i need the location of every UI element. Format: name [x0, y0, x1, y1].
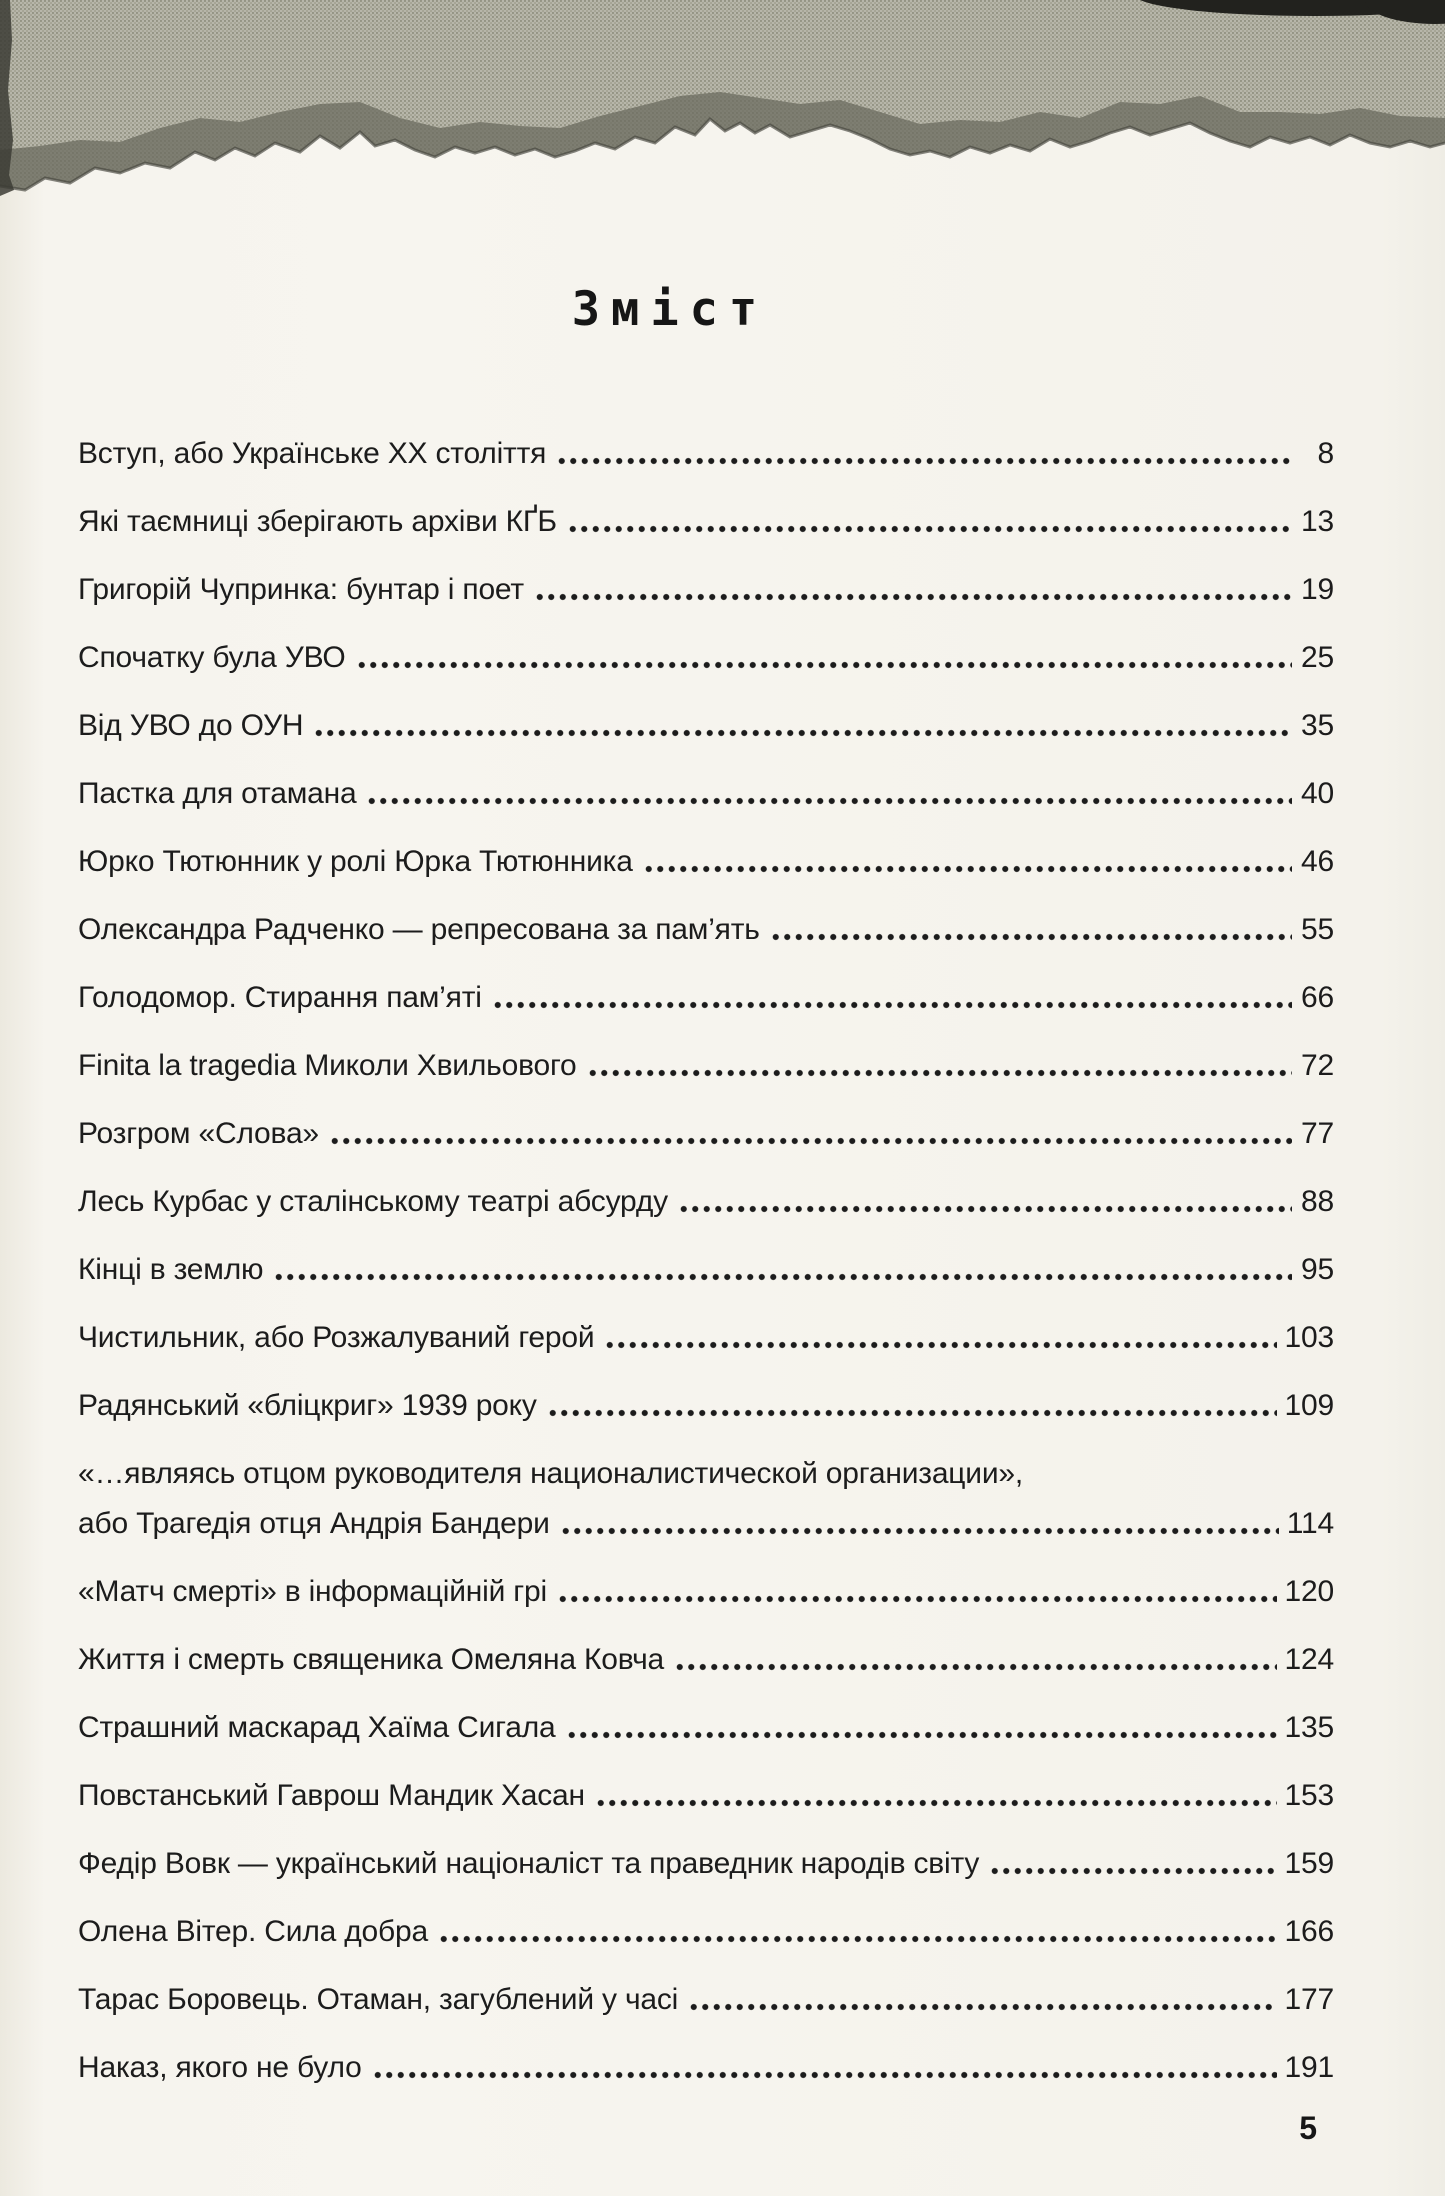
dot-leader — [329, 1137, 1292, 1145]
toc-entry-page: 191 — [1284, 2051, 1334, 2084]
toc-entry-page: 35 — [1301, 709, 1334, 742]
page-title: Зміст — [571, 282, 769, 337]
dot-leader — [587, 1069, 1292, 1077]
dot-leader — [366, 797, 1292, 805]
toc-entry-main — [78, 710, 1334, 742]
toc-entry-label: Григорій Чупринка: бунтар і поет — [78, 573, 524, 606]
table-of-contents — [78, 438, 1334, 2120]
dot-leader — [534, 593, 1292, 601]
toc-entry-label: Кінці в землю — [78, 1253, 264, 1286]
dot-leader — [688, 2003, 1276, 2011]
toc-entry-page: 135 — [1284, 1711, 1334, 1744]
toc-entry-page: 77 — [1301, 1117, 1334, 1150]
dot-leader — [770, 933, 1292, 941]
toc-entry — [78, 710, 1334, 742]
toc-entry — [78, 1644, 1334, 1676]
toc-entry-label: Лесь Курбас у сталінському театрі абсурду — [78, 1185, 668, 1218]
toc-entry — [78, 1848, 1334, 1880]
toc-entry-main — [78, 1644, 1334, 1676]
toc-entry-main — [78, 2052, 1334, 2084]
toc-entry-main — [78, 1848, 1334, 1880]
torn-paper-edge-graphic — [0, 0, 1445, 215]
toc-entry-main — [78, 982, 1334, 1014]
dot-leader — [560, 1527, 1279, 1535]
toc-entry-page: 166 — [1284, 1915, 1334, 1948]
toc-entry-label: Страшний маскарад Хаїма Сигала — [78, 1711, 556, 1744]
toc-entry — [78, 1050, 1334, 1082]
toc-entry — [78, 438, 1334, 470]
toc-entry-label: Від УВО до ОУН — [78, 709, 304, 742]
toc-entry-label: Федір Вовк — український націоналіст та праведник народів світу — [78, 1847, 980, 1880]
toc-entry-label: Наказ, якого не було — [78, 2051, 362, 2084]
toc-entry-main — [78, 1576, 1334, 1608]
toc-entry — [78, 574, 1334, 606]
toc-entry-main — [78, 1984, 1334, 2016]
dot-leader — [567, 525, 1292, 533]
toc-entry-main — [78, 438, 1334, 470]
toc-entry — [78, 778, 1334, 810]
toc-entry-main — [78, 574, 1334, 606]
toc-entry-page: 8 — [1317, 437, 1334, 470]
toc-entry-page: 109 — [1284, 1389, 1334, 1422]
toc-entry-label: або Трагедія отця Андрія Бандери — [78, 1507, 550, 1540]
toc-entry — [78, 506, 1334, 538]
toc-entry — [78, 982, 1334, 1014]
toc-entry-label: Життя і смерть священика Омеляна Ковча — [78, 1643, 665, 1676]
dot-leader — [595, 1799, 1277, 1807]
dot-leader — [438, 1935, 1277, 1943]
dot-leader — [604, 1341, 1276, 1349]
toc-entry-page: 25 — [1301, 641, 1334, 674]
toc-entry-page: 177 — [1284, 1983, 1334, 2016]
toc-entry-label: Олена Вітер. Сила добра — [78, 1915, 428, 1948]
toc-entry-page: 40 — [1301, 777, 1334, 810]
page-number: 5 — [1299, 2110, 1317, 2146]
toc-entry-main — [78, 846, 1334, 878]
toc-entry-label: Повстанський Гаврош Мандик Хасан — [78, 1779, 585, 1812]
toc-entry-label-line1: «…являясь отцом руководителя националистической организации», — [78, 1457, 1024, 1490]
toc-entry-main — [78, 1050, 1334, 1082]
dot-leader — [492, 1001, 1292, 1009]
toc-entry-page: 114 — [1286, 1507, 1334, 1540]
toc-entry-main — [78, 914, 1334, 946]
toc-entry-main — [78, 1322, 1334, 1354]
dot-leader — [356, 661, 1292, 669]
toc-entry-label: Чистильник, або Розжалуваний герой — [78, 1321, 595, 1354]
toc-entry — [78, 1390, 1334, 1422]
dot-leader — [273, 1273, 1292, 1281]
toc-entry-page: 66 — [1301, 981, 1334, 1014]
dot-leader — [643, 865, 1292, 873]
toc-entry-page: 120 — [1284, 1575, 1334, 1608]
torn-paper-edge — [0, 0, 1445, 215]
toc-entry — [78, 1322, 1334, 1354]
toc-entry-page: 124 — [1284, 1643, 1334, 1676]
toc-entry-label: Розгром «Слова» — [78, 1117, 319, 1150]
toc-entry-label: Олександра Радченко — репресована за пам’ять — [78, 913, 760, 946]
toc-entry-page: 159 — [1284, 1847, 1334, 1880]
dot-leader — [557, 1595, 1277, 1603]
toc-entry — [78, 1186, 1334, 1218]
toc-entry — [78, 1576, 1334, 1608]
toc-entry-main — [78, 1254, 1334, 1286]
toc-entry-page: 19 — [1301, 573, 1334, 606]
toc-entry — [78, 2052, 1334, 2084]
toc-entry-main — [78, 1508, 1334, 1540]
toc-entry-page: 46 — [1301, 845, 1334, 878]
toc-entry-page: 88 — [1301, 1185, 1334, 1218]
toc-entry-page: 72 — [1301, 1049, 1334, 1082]
toc-entry-main — [78, 1390, 1334, 1422]
toc-entry — [78, 642, 1334, 674]
toc-entry-main — [78, 506, 1334, 538]
toc-entry — [78, 1118, 1334, 1150]
toc-entry-label: Пастка для отамана — [78, 777, 357, 810]
toc-entry-label: Спочатку була УВО — [78, 641, 346, 674]
toc-entry-page: 103 — [1284, 1321, 1334, 1354]
toc-entry — [78, 1780, 1334, 1812]
dot-leader — [678, 1205, 1292, 1213]
toc-entry-main — [78, 642, 1334, 674]
toc-entry-label: Радянський «бліцкриг» 1939 року — [78, 1389, 537, 1422]
dot-leader — [989, 1867, 1276, 1875]
dot-leader — [372, 2071, 1277, 2079]
toc-entry — [78, 914, 1334, 946]
scan-dark-blob — [1135, 0, 1445, 16]
toc-entry-main — [78, 1186, 1334, 1218]
toc-entry — [78, 1458, 1334, 1540]
toc-entry-label: Finita la tragedia Миколи Хвильового — [78, 1049, 577, 1082]
toc-entry-page: 55 — [1301, 913, 1334, 946]
toc-entry-main — [78, 1916, 1334, 1948]
dot-leader — [313, 729, 1292, 737]
toc-entry — [78, 1712, 1334, 1744]
toc-entry-main — [78, 1712, 1334, 1744]
toc-entry-label: Вступ, або Українське ХХ століття — [78, 437, 547, 470]
toc-entry-label: Тарас Боровець. Отаман, загублений у часі — [78, 1983, 679, 2016]
toc-entry-label: Голодомор. Стирання пам’яті — [78, 981, 482, 1014]
toc-entry-label: Які таємниці зберігають архіви КҐБ — [78, 505, 557, 538]
toc-entry — [78, 846, 1334, 878]
toc-entry-main — [78, 1780, 1334, 1812]
toc-entry-page: 13 — [1301, 505, 1334, 538]
toc-entry — [78, 1916, 1334, 1948]
toc-entry — [78, 1254, 1334, 1286]
dot-leader — [566, 1731, 1277, 1739]
toc-entry-label: Юрко Тютюнник у ролі Юрка Тютюнника — [78, 845, 633, 878]
dot-leader — [547, 1409, 1277, 1417]
toc-entry-main — [78, 1118, 1334, 1150]
toc-entry-page: 95 — [1301, 1253, 1334, 1286]
toc-entry-page: 153 — [1284, 1779, 1334, 1812]
toc-entry — [78, 1984, 1334, 2016]
dot-leader — [674, 1663, 1277, 1671]
dot-leader — [556, 457, 1292, 465]
toc-entry-main — [78, 778, 1334, 810]
toc-entry-label: «Матч смерті» в інформаційній грі — [78, 1575, 547, 1608]
